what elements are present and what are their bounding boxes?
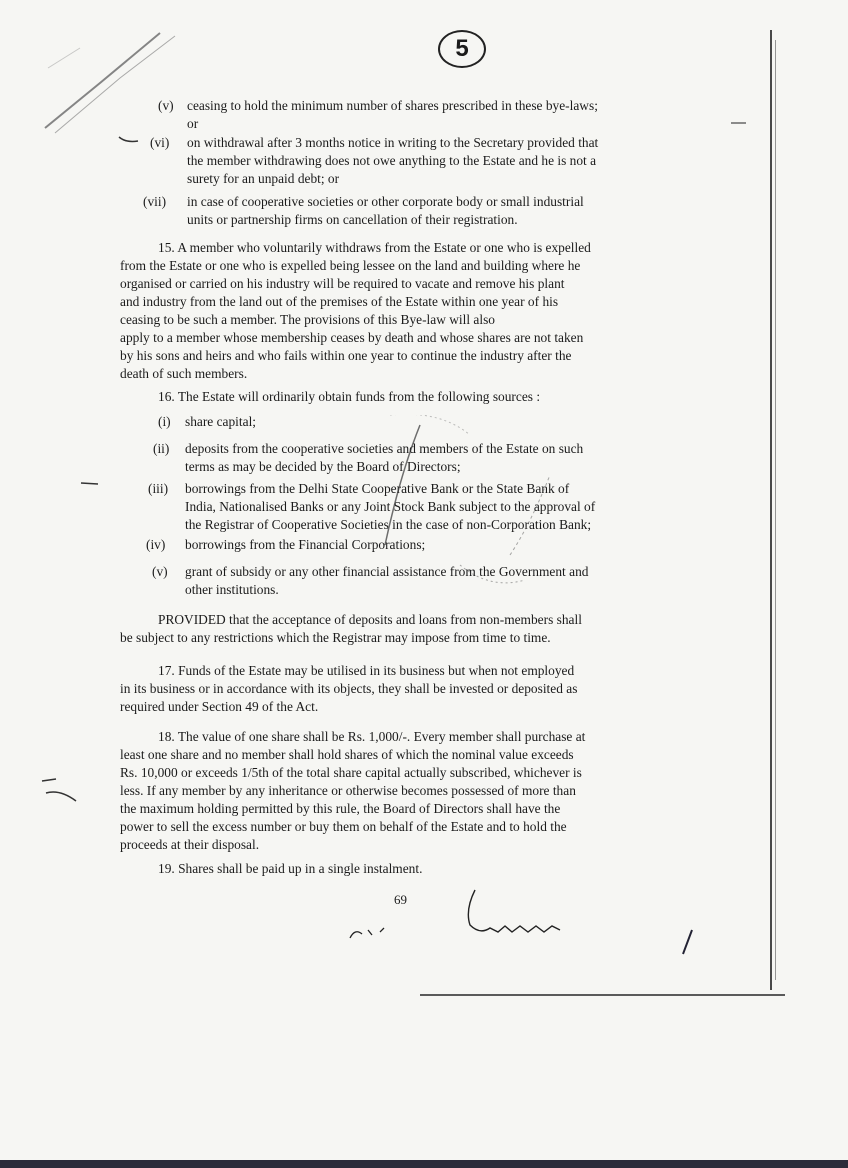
paragraph-line: death of such members.	[120, 366, 248, 381]
list-item-line: the member withdrawing does not owe anything to the Estate and he is not a	[187, 153, 597, 168]
corner-scan-smudge	[40, 28, 190, 138]
list-item-line: grant of subsidy or any other financial assistance from the Government and	[185, 564, 589, 579]
paragraph-line: least one share and no member shall hold shares of which the nominal value exceeds	[120, 747, 574, 762]
list-item-line: units or partnership firms on cancellation of their registration.	[187, 212, 518, 227]
list-item-line: borrowings from the Delhi State Cooperative Bank or the State Bank of	[185, 481, 570, 496]
list-item-line: the Registrar of Cooperative Societies in the case of non-Corporation Bank;	[185, 517, 592, 532]
paragraph-16-intro: 16. The Estate will ordinarily obtain funds from the following sources :	[158, 389, 541, 404]
paragraph-line: power to sell the excess number or buy them on behalf of the Estate and to hold the	[120, 819, 567, 834]
list-item-line: other institutions.	[185, 582, 279, 597]
paragraph-line: 17. Funds of the Estate may be utilised in its business but when not employed	[158, 663, 575, 678]
paragraph-line: in its business or in accordance with its objects, they shall be invested or deposited as	[120, 681, 578, 696]
list-item-line: ceasing to hold the minimum number of shares prescribed in these bye-laws;	[187, 98, 598, 113]
list-item-line: surety for an unpaid debt; or	[187, 171, 340, 186]
paragraph-line: from the Estate or one who is expelled being lessee on the land and building where he	[120, 258, 581, 273]
paragraph-line: and industry from the land out of the premises of the Estate within one year of his	[120, 294, 559, 309]
list-item-line: borrowings from the Financial Corporations;	[185, 537, 426, 552]
list-item-line: terms as may be decided by the Board of Directors;	[185, 459, 461, 474]
list-item-line: or	[187, 116, 199, 131]
scan-edge-right-inner	[775, 40, 776, 980]
margin-tick-mark	[118, 135, 140, 145]
paragraph-line: less. If any member by any inheritance or otherwise becomes possessed of more than	[120, 783, 576, 798]
list-item-marker: (v)	[158, 98, 174, 113]
list-item-marker: (ii)	[153, 441, 170, 456]
list-item-marker: (iii)	[148, 481, 169, 496]
paragraph-line: PROVIDED that the acceptance of deposits and loans from non-members shall	[158, 612, 582, 627]
list-item-line: share capital;	[185, 414, 257, 429]
paragraph-line: 18. The value of one share shall be Rs. 1,000/-. Every member shall purchase at	[158, 729, 586, 744]
paragraph-line: be subject to any restrictions which the Registrar may impose from time to time.	[120, 630, 551, 645]
folio-page-number: 69	[394, 892, 407, 907]
paragraph-19: 19. Shares shall be paid up in a single instalment.	[158, 861, 423, 876]
paragraph-line: 15. A member who voluntarily withdraws from the Estate or one who is expelled	[158, 240, 591, 255]
scan-edge-right	[770, 30, 772, 990]
paragraph-line: ceasing to be such a member. The provisions of this Bye-law will also	[120, 312, 495, 327]
list-item-marker: (vi)	[150, 135, 170, 150]
paragraph-line: required under Section 49 of the Act.	[120, 699, 319, 714]
handwritten-signature	[340, 880, 610, 950]
margin-tick-mark	[730, 120, 748, 126]
scan-edge-bottom	[420, 994, 785, 996]
paragraph-line: organised or carried on his industry will be required to vacate and remove his plant	[120, 276, 565, 291]
list-item-marker: (i)	[158, 414, 171, 429]
paragraph-line: proceeds at their disposal.	[120, 837, 260, 852]
list-item-marker: (vii)	[143, 194, 167, 209]
list-item-line: in case of cooperative societies or other corporate body or small industrial	[187, 194, 584, 209]
handwritten-page-label: 5	[438, 30, 486, 68]
margin-tick-mark	[40, 775, 80, 805]
pen-stroke-mark	[680, 928, 694, 958]
margin-tick-mark	[80, 478, 100, 488]
paragraph-line: Rs. 10,000 or exceeds 1/5th of the total share capital actually subscribed, whichever is	[120, 765, 582, 780]
list-item-marker: (iv)	[146, 537, 166, 552]
list-item-marker: (v)	[152, 564, 168, 579]
paragraph-line: apply to a member whose membership ceases by death and whose shares are not taken	[120, 330, 584, 345]
faded-seal-stamp	[360, 415, 560, 605]
paragraph-line: by his sons and heirs and who fails within one year to continue the industry after the	[120, 348, 572, 363]
list-item-line: India, Nationalised Banks or any Joint Stock Bank subject to the approval of	[185, 499, 596, 514]
list-item-line: deposits from the cooperative societies and members of the Estate on such	[185, 441, 584, 456]
paragraph-line: the maximum holding permitted by this rule, the Board of Directors shall have the	[120, 801, 561, 816]
list-item-line: on withdrawal after 3 months notice in writing to the Secretary provided that	[187, 135, 599, 150]
scan-bottom-strip	[0, 1160, 848, 1168]
